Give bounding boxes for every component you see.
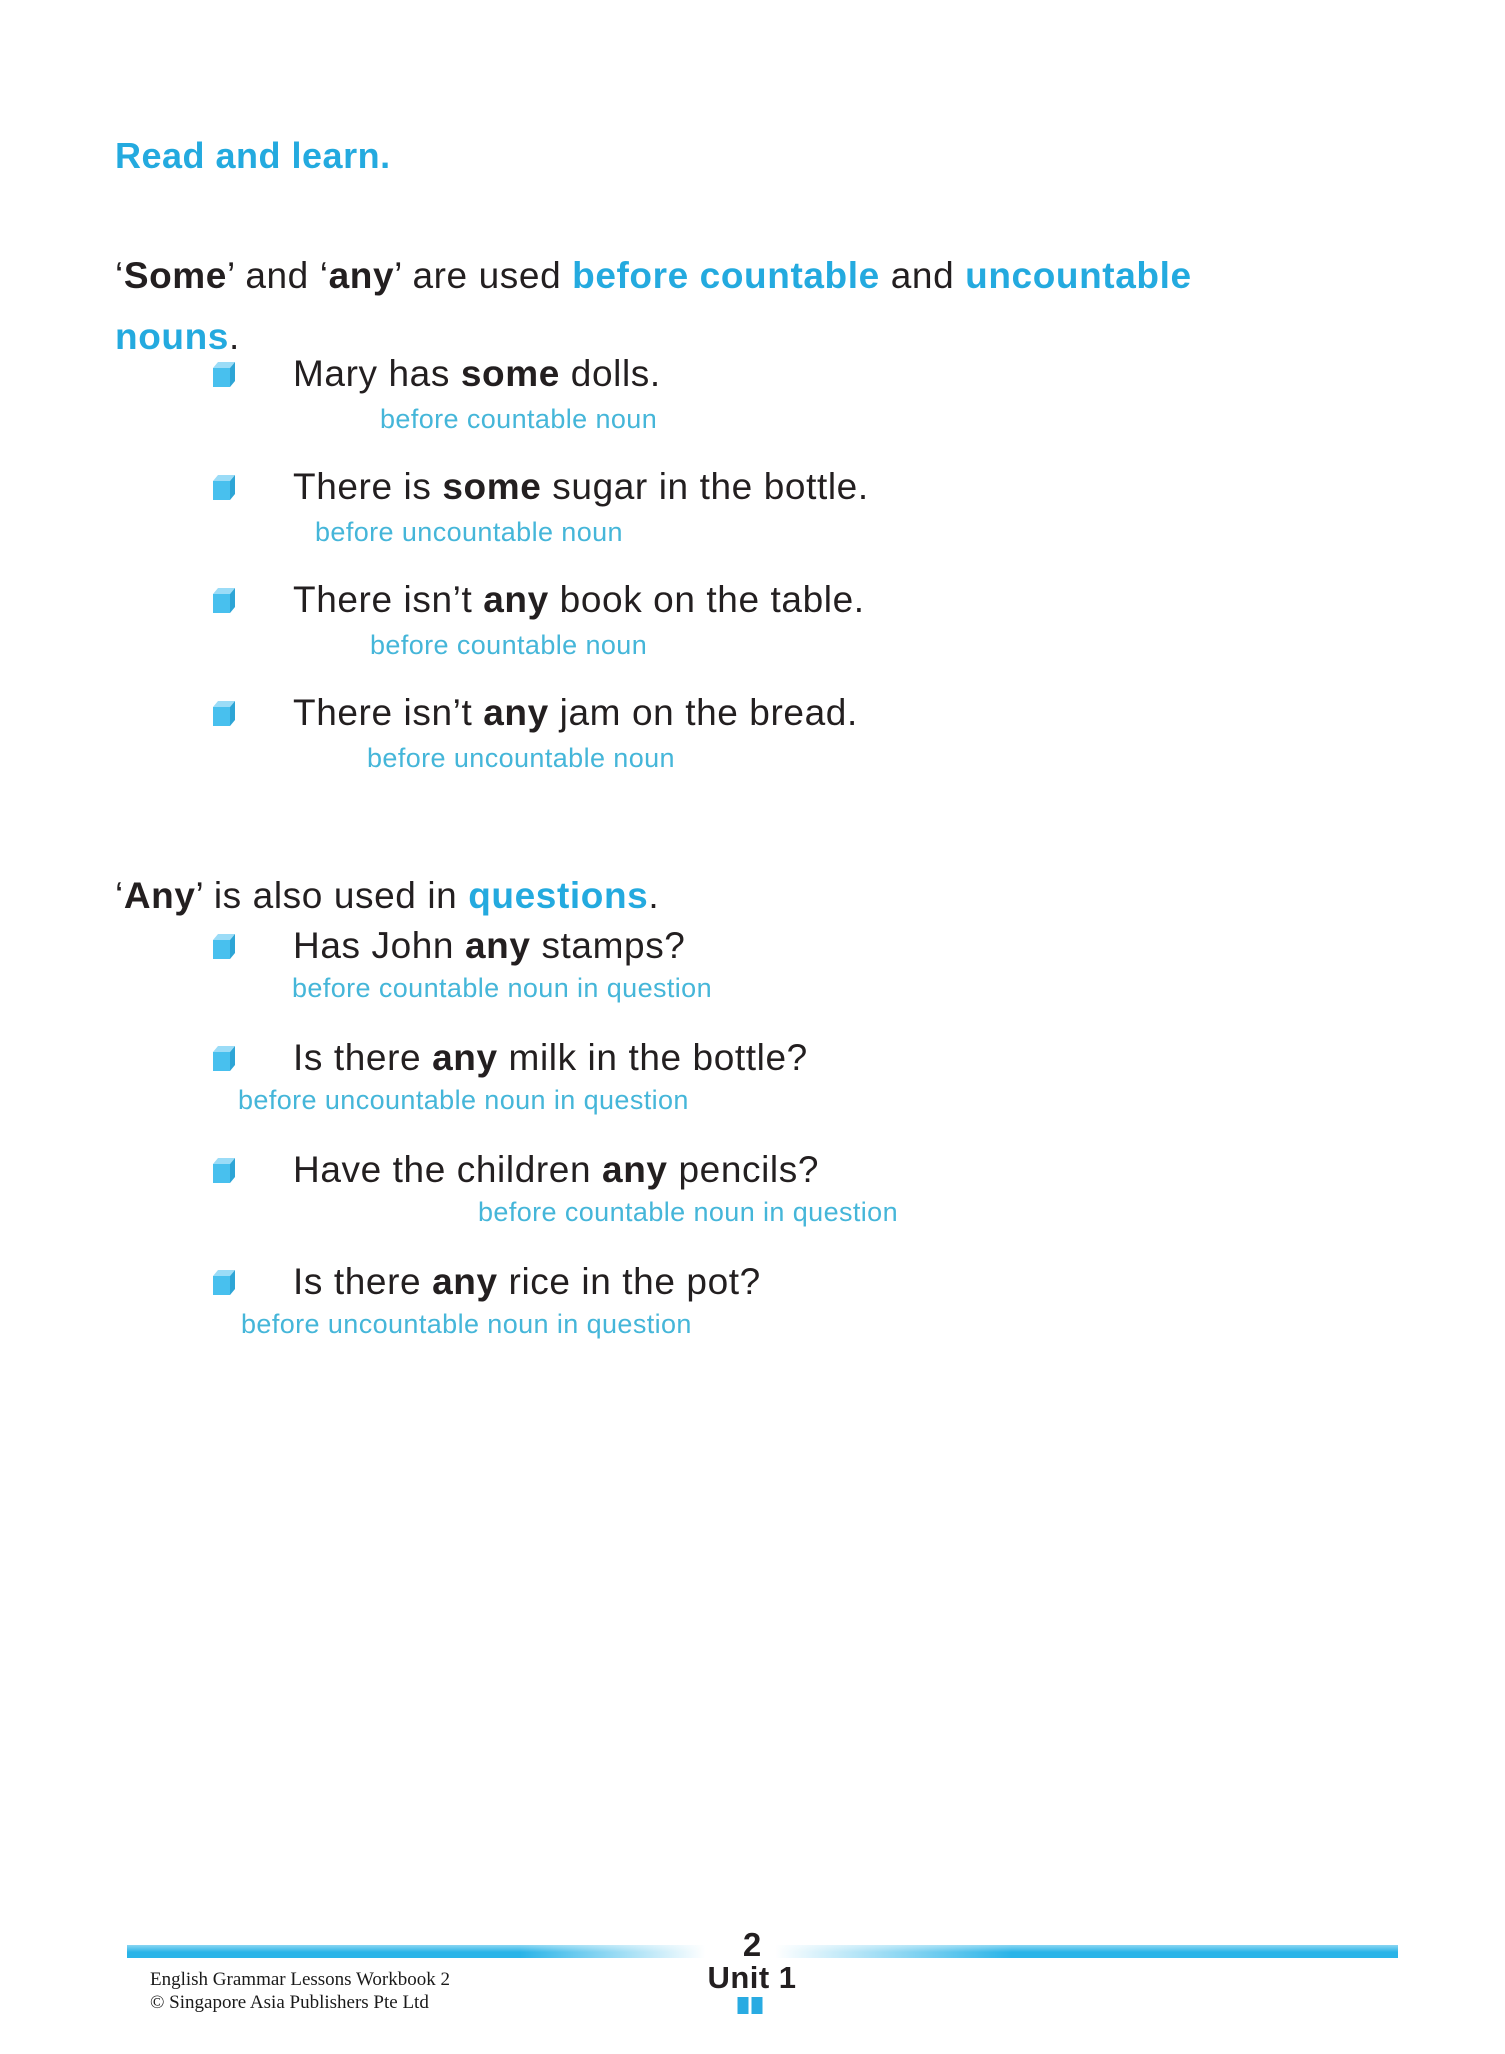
example-item <box>210 1260 761 1304</box>
cube-bullet-icon <box>210 933 235 960</box>
imprint <box>150 1968 450 2014</box>
lesson-intro: ‘Some’ and ‘any’ are used before countable and uncountable nouns. <box>115 255 1192 357</box>
example-item <box>210 465 869 509</box>
grammar-note: before countable noun in question <box>478 1197 899 1227</box>
example-sentence: Mary has some dolls. <box>293 353 661 394</box>
example-item <box>210 691 858 735</box>
example-item <box>210 352 661 396</box>
cube-bullet-icon <box>210 700 235 727</box>
grammar-note: before uncountable noun in question <box>241 1309 692 1339</box>
example-sentence: There isn’t any book on the table. <box>293 579 865 620</box>
unit-label: Unit 1 <box>707 1960 797 1995</box>
cube-bullet-icon <box>210 1045 235 1072</box>
footer-rule-left <box>127 1945 705 1958</box>
unit-marker-squares <box>738 1997 763 2014</box>
book-title: English Grammar Lessons Workbook 2 <box>150 1969 450 1990</box>
grammar-note: before uncountable noun <box>315 517 623 547</box>
example-sentence: There isn’t any jam on the bread. <box>293 692 858 733</box>
example-sentence: Is there any milk in the bottle? <box>293 1037 808 1078</box>
cube-bullet-icon <box>210 1269 235 1296</box>
section-lead: ‘Any’ is also used in questions. <box>115 875 660 916</box>
example-sentence: Is there any rice in the pot? <box>293 1261 761 1302</box>
cube-bullet-icon <box>210 474 235 501</box>
example-item <box>210 1036 808 1080</box>
example-sentence: There is some sugar in the bottle. <box>293 466 869 507</box>
grammar-note: before uncountable noun in question <box>238 1085 689 1115</box>
example-item <box>210 1148 819 1192</box>
grammar-note: before countable noun <box>380 404 658 434</box>
copyright-line: © Singapore Asia Publishers Pte Ltd <box>150 1992 429 2013</box>
example-item <box>210 578 865 622</box>
grammar-note: before countable noun <box>370 630 648 660</box>
cube-bullet-icon <box>210 587 235 614</box>
example-sentence: Has John any stamps? <box>293 925 686 966</box>
footer-rule-right <box>775 1945 1398 1958</box>
cube-bullet-icon <box>210 361 235 388</box>
example-sentence: Have the children any pencils? <box>293 1149 820 1190</box>
page-number: 2 <box>742 1926 762 1963</box>
grammar-note: before countable noun in question <box>292 973 713 1003</box>
unit-marker-square <box>752 1997 763 2014</box>
example-item <box>210 924 685 968</box>
cube-bullet-icon <box>210 1157 235 1184</box>
page-title: Read and learn. <box>115 135 391 176</box>
grammar-note: before uncountable noun <box>367 743 675 773</box>
unit-marker-square <box>738 1997 749 2014</box>
